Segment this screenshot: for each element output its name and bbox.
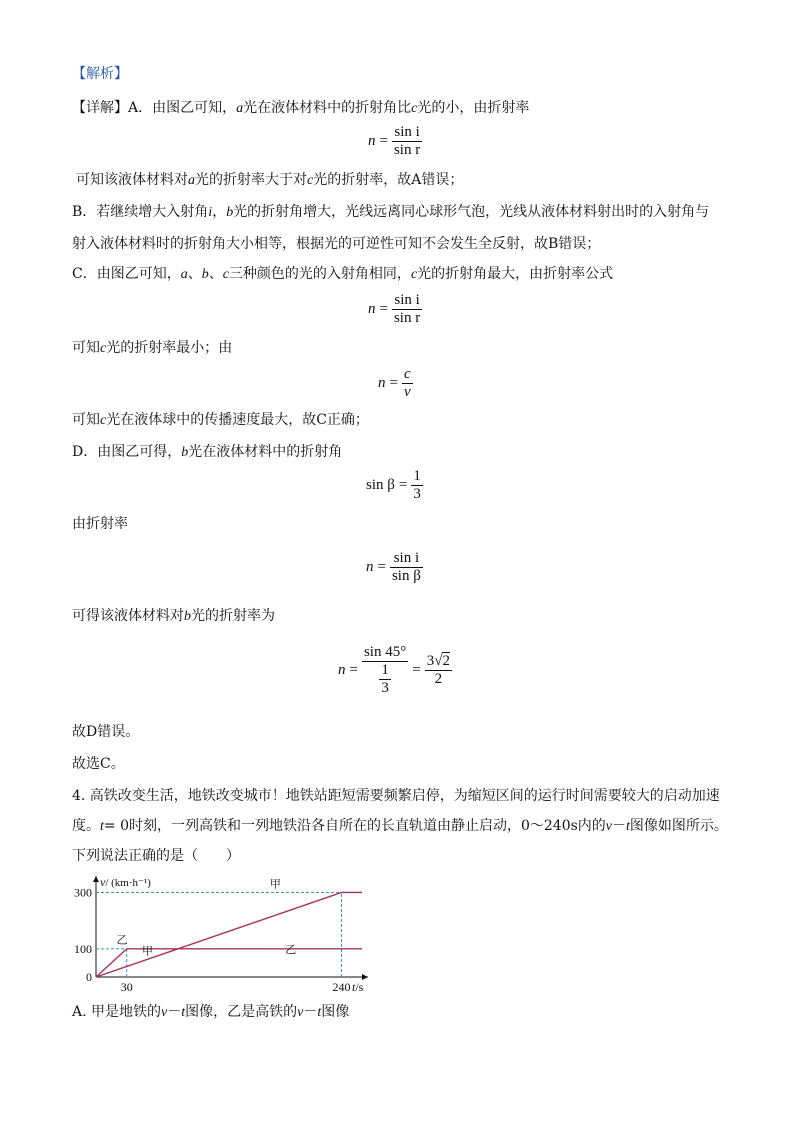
- numerator: c: [403, 366, 411, 382]
- answer-d-line4: 故D错误。: [72, 724, 140, 740]
- series-label: 甲: [142, 945, 154, 958]
- text: 图像如图所示。: [629, 818, 728, 834]
- var: v: [161, 1005, 168, 1020]
- text: A. 甲是地铁的: [72, 1004, 162, 1020]
- text: 光的折射率大于对: [195, 172, 307, 188]
- answer-a-line2: [76, 170, 463, 191]
- text: ，: [212, 204, 227, 220]
- radicand: 2: [442, 653, 450, 669]
- y-tick-label: 0: [86, 970, 92, 984]
- eq-equals: =: [379, 133, 388, 149]
- var: c: [100, 341, 107, 356]
- eq-n: n: [338, 662, 346, 678]
- var: c: [307, 173, 314, 188]
- fraction: [392, 124, 422, 159]
- text: 光在液体材料中的折射角: [188, 444, 343, 460]
- var: a: [236, 101, 244, 116]
- text: 可知: [72, 412, 100, 428]
- var: b: [226, 205, 234, 220]
- denominator: [362, 662, 408, 697]
- fraction: [425, 653, 452, 688]
- question-4-line3: 下列说法正确的是（ ）: [72, 848, 240, 864]
- text: 光的折射角最大，由折射率公式: [417, 266, 614, 282]
- series-label: 乙: [116, 934, 128, 947]
- text: 【详解】A．由图乙可知，: [72, 100, 237, 116]
- y-axis-label: [100, 875, 151, 889]
- nested-fraction: [379, 662, 391, 697]
- y-tick-label: 300: [74, 885, 92, 900]
- var: a: [180, 267, 188, 282]
- text: －: [612, 818, 627, 834]
- denominator: 3: [413, 486, 421, 502]
- denominator: sin β: [391, 568, 421, 584]
- equation-refractive-index-a: [368, 124, 422, 159]
- denominator: 3: [381, 680, 389, 696]
- var: i: [208, 205, 213, 220]
- y-tick-label: 100: [74, 941, 92, 956]
- text: B．若继续增大入射角: [72, 204, 209, 220]
- text: 、: [187, 266, 202, 282]
- var: t: [181, 1005, 186, 1020]
- text: 度。: [72, 818, 100, 834]
- answer-d-line1: [72, 442, 342, 463]
- x-tick-label: 30: [120, 980, 133, 994]
- equation-refractive-index-c: [368, 292, 422, 327]
- y-axis-var: v: [100, 875, 106, 889]
- text: 可知该液体材料对: [76, 172, 188, 188]
- fraction: [390, 550, 423, 585]
- text: 光在液体球中的传播速度最大，故C正确；: [106, 412, 369, 428]
- answer-choice: 故选C。: [72, 756, 125, 772]
- var: t: [100, 819, 104, 834]
- x-axis-var: t: [352, 980, 356, 994]
- option-a: [72, 1002, 349, 1023]
- var: c: [100, 413, 107, 428]
- eq-equals: =: [379, 301, 388, 317]
- x-axis-unit: /s: [355, 980, 364, 994]
- text: C．由图乙可知，: [72, 266, 181, 282]
- numerator: sin 45°: [363, 644, 407, 660]
- text: 光的折射率，故A错误；: [313, 172, 464, 188]
- text: 光的折射率为: [191, 608, 275, 624]
- text: 图像: [321, 1004, 350, 1020]
- var: t: [317, 1005, 322, 1020]
- text: 图像，乙是高铁的: [185, 1004, 298, 1020]
- text: 光在液体材料中的折射角比: [243, 100, 412, 116]
- equation-speed: [378, 366, 413, 401]
- text: 可得该液体材料对: [72, 608, 184, 624]
- denominator: 2: [434, 671, 443, 687]
- denominator: sin r: [393, 310, 421, 326]
- eq-equals: =: [377, 559, 386, 575]
- numerator: 3√2: [426, 653, 450, 669]
- var: c: [411, 101, 418, 116]
- text: －: [167, 1004, 182, 1020]
- text: D．由图乙可得，: [72, 444, 182, 460]
- answer-d-line3: [72, 606, 275, 627]
- text: －: [303, 1004, 318, 1020]
- answer-b-line1: [72, 202, 709, 223]
- answer-c-line3: [72, 410, 369, 431]
- eq-equals: =: [349, 662, 358, 678]
- numerator: 1: [413, 468, 421, 484]
- answer-d-line2: 由折射率: [72, 516, 128, 532]
- var: t: [626, 819, 630, 834]
- answer-a-line1: [72, 98, 529, 119]
- question-4-line2: [72, 816, 728, 837]
- numerator: sin i: [390, 550, 423, 568]
- text: = 0时刻，一列高铁和一列地铁沿各自所在的长直轨道由静止启动，0～240s内的: [103, 818, 606, 834]
- numerator: sin i: [392, 292, 422, 310]
- text: 光的折射率最小；由: [106, 340, 233, 356]
- eq-lhs: sin β: [366, 477, 395, 493]
- eq-n: n: [368, 133, 376, 149]
- text: 可知: [72, 340, 100, 356]
- var: v: [605, 819, 613, 834]
- equation-result: [338, 644, 452, 697]
- denominator: sin r: [393, 142, 421, 158]
- equation-refractive-index-d: [366, 550, 423, 585]
- x-tick-label: 240: [332, 980, 351, 994]
- x-axis-label: [352, 980, 364, 994]
- velocity-time-chart: [70, 872, 370, 994]
- answer-c-line2: [72, 338, 232, 359]
- var: c: [222, 267, 229, 282]
- answer-c-line1: [72, 264, 613, 285]
- series-line: [96, 892, 362, 977]
- var: b: [181, 445, 189, 460]
- series-label: 乙: [285, 944, 297, 957]
- var: v: [297, 1005, 304, 1020]
- var: c: [410, 267, 418, 282]
- numerator: sin i: [392, 124, 422, 142]
- text: 三种颜色的光的入射角相同，: [228, 266, 411, 282]
- fraction: [392, 292, 422, 327]
- series-label: 甲: [269, 878, 281, 891]
- coef: 3: [426, 653, 435, 669]
- text: 光的小，由折射率: [417, 100, 530, 116]
- y-axis-unit: / (km·h⁻¹): [105, 877, 151, 889]
- denominator: v: [403, 384, 411, 400]
- fraction: [362, 644, 408, 697]
- answer-b-line2: 射入液体材料时的折射角大小相等，根据光的可逆性可知不会发生全反射，故B错误；: [72, 236, 601, 252]
- var: a: [188, 173, 195, 188]
- eq-equals: =: [389, 375, 398, 391]
- eq-n: n: [378, 375, 386, 391]
- text: 光的折射角增大，光线远离同心球形气泡，光线从液体材料射出时的入射角与: [233, 204, 710, 220]
- var: b: [184, 609, 191, 624]
- question-4-line1: 4. 高铁改变生活，地铁改变城市！地铁站距短需要频繁启停，为缩短区间的运行时间需要较大的启动加速: [72, 788, 720, 804]
- y-axis-arrow: [93, 876, 99, 882]
- var: b: [201, 267, 209, 282]
- text: 、: [208, 266, 223, 282]
- eq-n: n: [366, 559, 374, 575]
- section-label: 【解析】: [72, 66, 128, 82]
- equation-sin-beta: [366, 468, 423, 503]
- eq-n: n: [368, 301, 376, 317]
- numerator: 1: [381, 662, 389, 678]
- fraction: [402, 366, 413, 401]
- eq-equals: =: [412, 662, 421, 678]
- eq-equals: =: [398, 477, 408, 493]
- fraction: [411, 468, 423, 503]
